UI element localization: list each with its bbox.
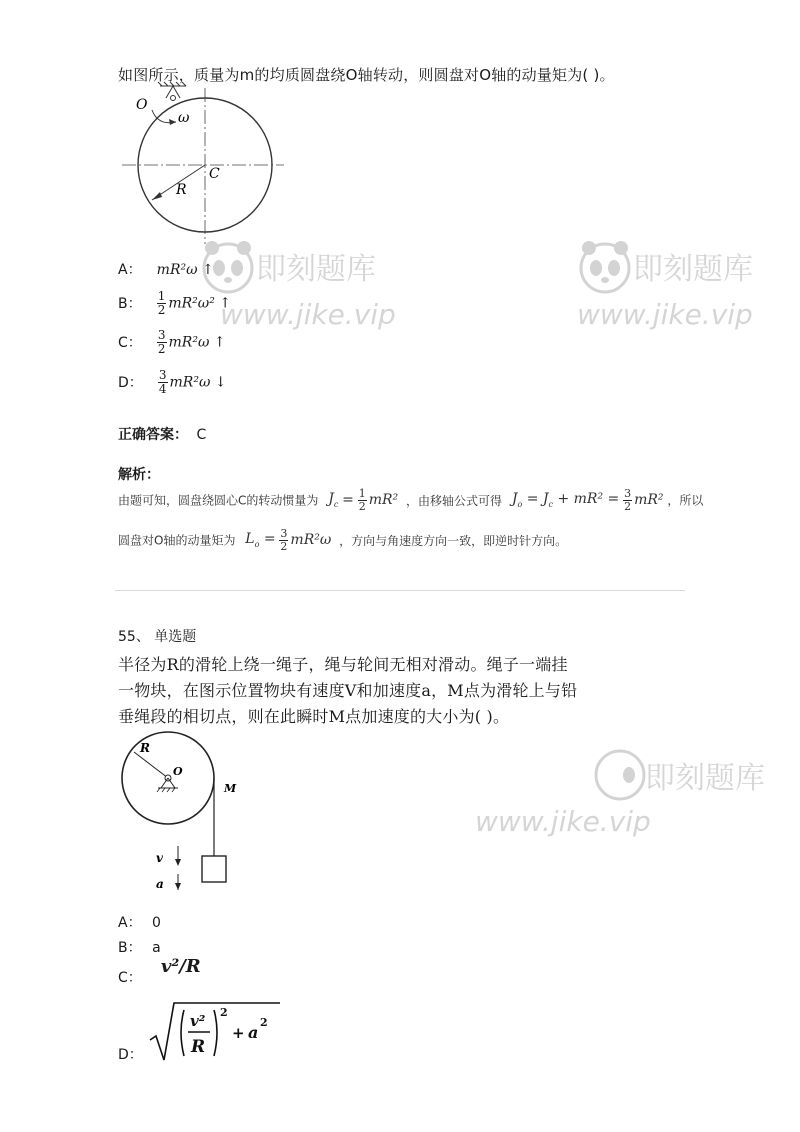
panda-logo-icon: [198, 238, 258, 298]
svg-text:2: 2: [260, 1016, 268, 1029]
question-divider: [115, 590, 685, 591]
q54-answer: [118, 424, 206, 444]
q55-label-m: M: [224, 782, 237, 795]
q54-disk-figure: [118, 82, 288, 257]
q54-analysis-label: 解析：: [118, 467, 160, 483]
answer-label: 正确答案：: [118, 427, 188, 443]
option-text: 0: [152, 915, 161, 931]
option-letter: D：: [118, 375, 143, 392]
q55-label-o: O: [173, 765, 183, 778]
option-text: mR²ω ↑: [156, 262, 214, 278]
svg-text:R: R: [191, 1037, 206, 1057]
q55-label-r: R: [140, 741, 150, 755]
q55-option-b[interactable]: [118, 937, 161, 957]
q54-analysis-line2: 圆盘对O轴的动量矩为 $L_o$ = $\frac{3}{2}$ mR²ω ，方向与角速度方向一致，即逆时针方向。: [118, 527, 568, 553]
option-letter: B：: [118, 296, 142, 313]
q54-option-d[interactable]: [118, 369, 227, 395]
q55-pulley-figure: [118, 730, 248, 890]
svg-text:+: +: [232, 1024, 245, 1042]
q54-label-r: R: [176, 182, 187, 198]
q54-label-c: C: [209, 166, 220, 182]
svg-text:a: a: [248, 1023, 259, 1042]
option-text: mR²ω ↑: [168, 334, 226, 351]
q55-label-a: a: [156, 877, 164, 891]
svg-text:v²: v²: [190, 1012, 206, 1030]
q54-analysis-line1: 由题可知，圆盘绕圆心C的转动惯量为 $J_c$ = $\frac{1}{2}$ mR² ，由移轴公式可得 $J_o = J_c + mR^2$ = $\frac{3}{2}$ mR² ，所以: [118, 487, 704, 513]
option-letter: A：: [118, 915, 142, 931]
q55-option-a[interactable]: [118, 912, 161, 932]
option-letter: A：: [118, 262, 142, 278]
watermark: 即刻题库 www.jike.vip: [575, 238, 685, 358]
option-formula: [148, 1000, 288, 1062]
option-text: v²/R: [160, 956, 201, 977]
option-text: a: [152, 940, 161, 956]
option-fraction: $\frac{1}{2}$: [157, 289, 166, 317]
q55-option-d[interactable]: [118, 1000, 288, 1066]
option-text: mR²ω ↓: [169, 374, 227, 391]
q54-label-o: O: [136, 97, 148, 113]
q54-option-c[interactable]: [118, 329, 226, 355]
answer-value: C: [196, 427, 207, 443]
q54-label-omega: ω: [178, 110, 190, 126]
option-letter: C：: [118, 970, 142, 986]
q55-stem-line-1: 半径为R的滑轮上绕一绳子，绳与轮间无相对滑动。绳子一端挂: [118, 655, 568, 674]
q55-stem-line-3: 垂绳段的相切点，则在此瞬时M点加速度的大小为( )。: [118, 707, 510, 726]
q55-label-v: v: [156, 851, 163, 865]
q55-number: 55、 单选题: [118, 629, 197, 645]
watermark: 即刻题库 www.jike.vip: [625, 745, 685, 865]
option-fraction: $\frac{3}{4}$: [158, 368, 167, 396]
option-letter: D：: [118, 1047, 143, 1063]
option-letter: B：: [118, 940, 142, 956]
panda-logo-icon: [575, 238, 635, 298]
q55-stem-line-2: 一物块，在图示位置物块有速度V和加速度a，M点为滑轮上与铅: [118, 681, 578, 700]
option-text: mR²ω² ↑: [168, 295, 231, 312]
svg-text:2: 2: [220, 1006, 228, 1019]
option-fraction: $\frac{3}{2}$: [157, 328, 166, 356]
panda-logo-icon: [590, 745, 650, 805]
option-letter: C：: [118, 335, 142, 352]
q55-option-c[interactable]: [118, 956, 201, 987]
q54-stem: 如图所示，质量为m的均质圆盘绕O轴转动，则圆盘对O轴的动量矩为( )。: [118, 66, 615, 84]
